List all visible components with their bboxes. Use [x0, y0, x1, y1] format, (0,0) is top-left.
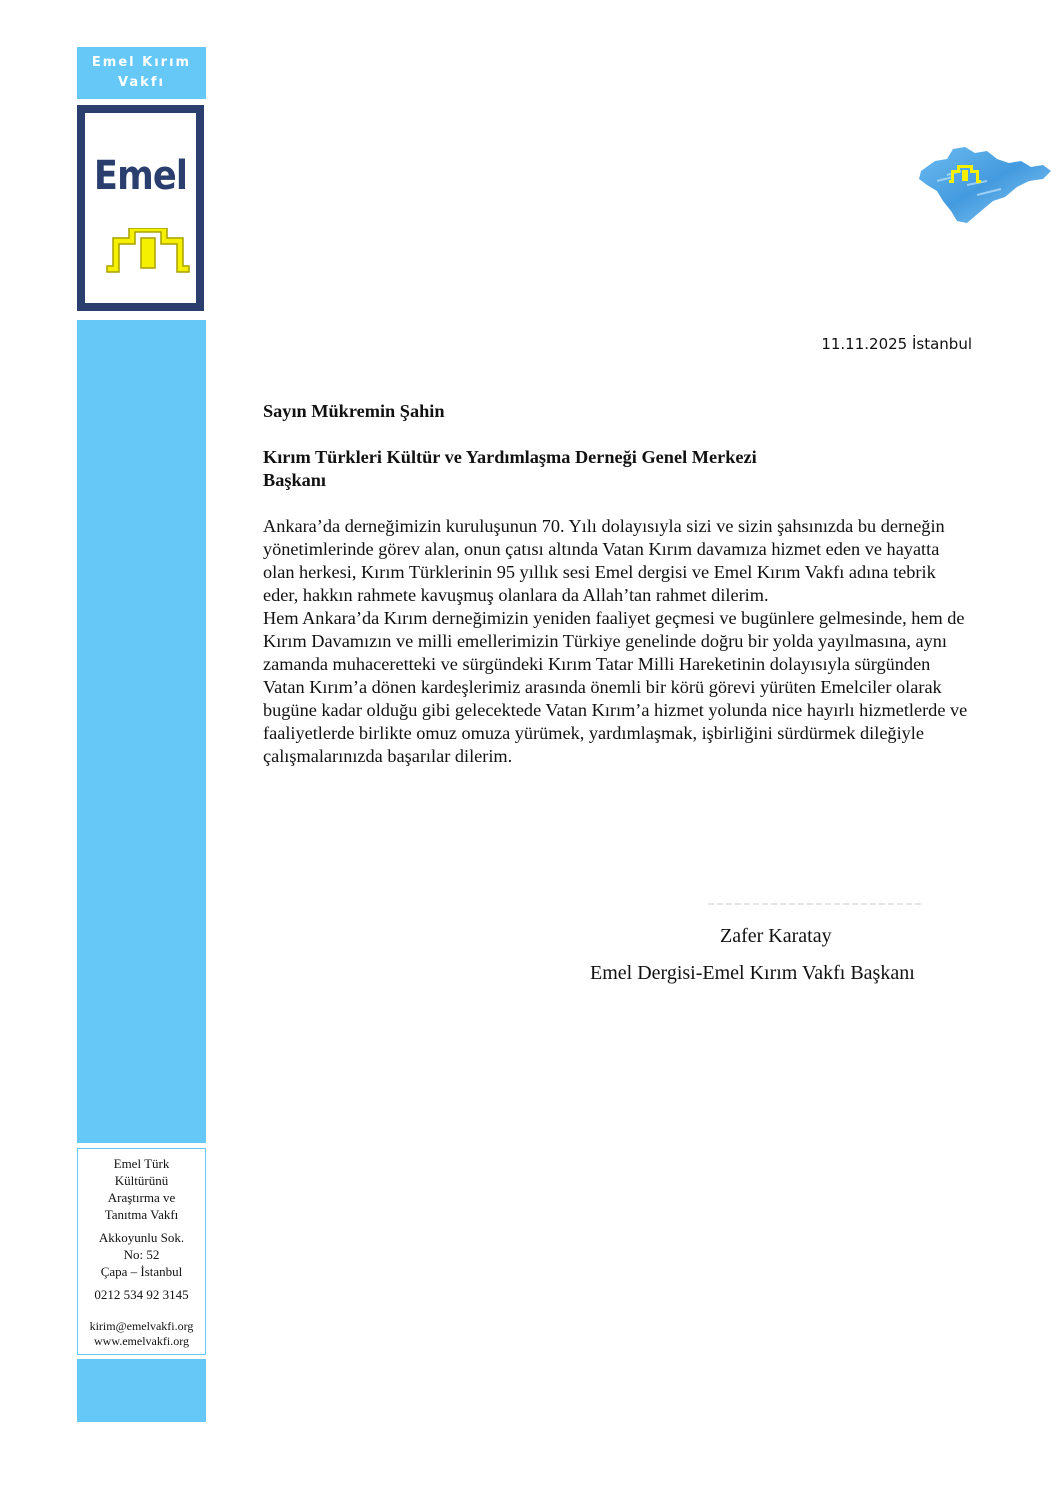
logo-word: Emel — [93, 153, 188, 199]
phone-number: 0212 534 92 3145 — [94, 1287, 189, 1302]
sidebar-blue-strip — [77, 320, 206, 1143]
letter-date: 11.11.2025 İstanbul — [821, 335, 972, 353]
paragraph-2: Hem Ankara’da Kırım derneğimizin yeniden faaliyet geçmesi ve bugünlere gelmesinde, hem de Kırım Davamızın ve milli emellerimizin Türkiye genelinde doğru bir yolda yayılmasına, aynı zamanda muhaceretteki ve sürgündeki Kırım Tatar Milli Hareketinin dolayısıyla sürgünden Vatan Kırım’a dönen kardeşlerimiz arasında önemli bir körü görevi yürüten Emelciler olarak bugüne kadar olduğu gibi gelecektede Vatan Kırım’a hizmet yolunda nice hayırlı hizmetlerde ve faaliyetlerde birlikte omuz omuza yürümek, yardımlaşmak, işbirliğini sürdürmek dileğiyle çalışmalarınızda başarılar dilerim. — [263, 608, 968, 766]
crimea-map-icon — [917, 145, 1054, 227]
paragraph-1: Ankara’da derneğimizin kuruluşunun 70. Yılı dolayısıyla sizi ve sizin şahsınızda bu derneğin yönetimlerinde görev alan, onun çatısı altında Vatan Kırım davamıza hizmet eden ve hayatta olan herkesi, Kırım Türklerinin 95 yıllık sesi Emel dergisi ve Emel Kırım Vakfı adına tebrik eder, hakkın rahmete kavuşmuş olanlara da Allah’tan rahmet dilerim. — [263, 516, 945, 605]
salutation: Sayın Mükremin Şahin — [263, 401, 445, 421]
crimean-tatar-tamga-icon — [105, 228, 191, 276]
signature-title: Emel Dergisi-Emel Kırım Vakfı Başkanı — [590, 962, 915, 984]
recipient: Kırım Türkleri Kültür ve Yardımlaşma Derneği Genel Merkezi Başkanı — [263, 447, 757, 490]
website-link: www.emelvakfi.org — [94, 1334, 189, 1348]
emel-logo — [77, 105, 204, 311]
letter-body — [263, 400, 975, 768]
sidebar-blue-strip-bottom — [77, 1359, 206, 1422]
signature-name: Zafer Karatay — [720, 925, 832, 947]
foundation-name: Emel Kırım Vakfı — [91, 55, 192, 90]
org-name: Emel Türk Kültürünü Araştırma ve Tanıtma Vakfı — [104, 1156, 179, 1222]
street-address: Akkoyunlu Sok. No: 52 Çapa – İstanbul — [98, 1230, 185, 1279]
address-block — [77, 1148, 206, 1355]
email-address: kirim@emelvakfi.org — [89, 1319, 194, 1333]
sidebar-header — [77, 47, 206, 99]
signature-line — [708, 903, 924, 905]
